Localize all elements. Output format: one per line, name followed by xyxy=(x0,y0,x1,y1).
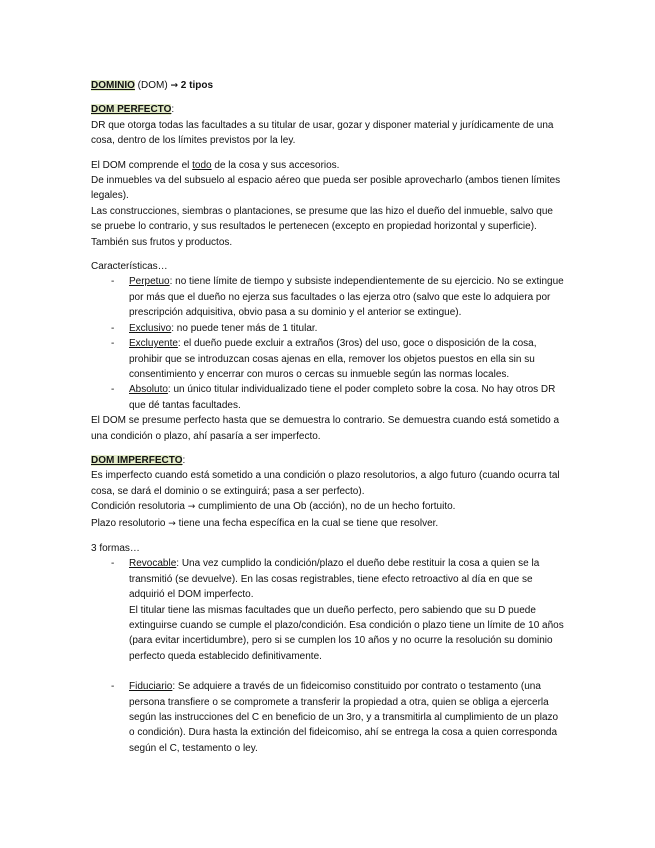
forma-text: : Se adquiere a través de un fideicomiso constituido por contrato o testamento (una persona transfiere o se compromete a transferir la propiedad a otra, quien se obliga a ejercerla según las instrucciones del C en beneficio de un 3ro, y a transmitirla al cumplimiento de un plazo o condición). Dura hasta la extinción del fideicomiso, ahí se entrega la cosa a quien corresponda según el C, testamento o ley. xyxy=(129,681,559,754)
condicion-post: cumplimiento de una Ob (acción), no de un hecho fortuito. xyxy=(198,501,456,513)
perfecto-comprende xyxy=(91,158,565,173)
comprende-todo: todo xyxy=(192,159,212,171)
list-item xyxy=(91,382,565,413)
forma-main xyxy=(129,556,565,602)
perfecto-definition: DR que otorga todas las facultades a su titular de usar, gozar y disponer material y jurídicamente de una cosa, dentro de los límites previstos por la ley. xyxy=(91,119,554,147)
title-count: 2 tipos xyxy=(180,80,214,91)
perfecto-heading-colon: : xyxy=(171,104,175,116)
forma-term: Fiduciario xyxy=(129,681,173,693)
item-text: : no puede tener más de 1 titular. xyxy=(171,322,318,334)
caracteristicas-list xyxy=(91,274,565,413)
title-abbr: (DOM) xyxy=(137,80,168,91)
comprende-post: de la cosa y sus accesorios. xyxy=(214,159,340,171)
comprende-pre: El DOM comprende el xyxy=(91,159,190,171)
plazo-line xyxy=(91,516,565,532)
perfecto-construcciones: Las construcciones, siembras o plantaciones, se presume que las hizo el dueño del inmueble, salvo que se pruebe lo contrario, y sus resultados le pertenecen (excepto en propiedad horizontal y superficie). También sus frutos y productos. xyxy=(91,205,553,248)
arrow-icon: → xyxy=(170,81,178,91)
formas-label: 3 formas… xyxy=(91,542,140,554)
plazo-post: tiene una fecha específica en la cual se tiene que resolver. xyxy=(178,517,439,529)
item-term: Exclusivo xyxy=(129,322,172,334)
condicion-pre: Condición resolutoria xyxy=(91,501,185,513)
forma-main xyxy=(129,679,565,756)
list-item xyxy=(91,321,565,336)
perfecto-heading: DOM PERFECTO xyxy=(91,104,172,116)
list-item xyxy=(91,556,565,664)
imperfecto-heading-line xyxy=(91,453,565,468)
imperfecto-heading: DOM IMPERFECTO xyxy=(91,454,183,466)
perfecto-heading-line xyxy=(91,102,565,117)
document-title xyxy=(91,78,565,94)
item-text: : el dueño puede excluir a extraños (3ros) del uso, goce o disposición de la cosa, prohibir que se introduzcan cosas ajenas en ella, remover los objetos puestos en ella sin su consentimiento y encerrar con muros o cercas su inmueble según las normas locales. xyxy=(129,338,537,380)
item-term: Absoluto xyxy=(129,384,168,396)
arrow-icon: → xyxy=(168,518,176,529)
forma-extra: El titular tiene las mismas facultades que un dueño perfecto, pero sabiendo que su D puede extinguirse cuando se cumple el plazo/condición. Esa condición o plazo tiene un límite de 10 años (para evitar incertidumbre), pero si se cumplen los 10 años y no ocurre la resolución su dominio perfecto queda establecido definitivamente. xyxy=(129,604,564,662)
imperfecto-definition: Es imperfecto cuando está sometido a una condición o plazo resolutorios, a algo futuro (cuando ocurra tal cosa, se dará el dominio o se extinguirá; pasa a ser perfecto). xyxy=(91,470,560,497)
perfecto-inmuebles: De inmuebles va del subsuelo al espacio aéreo que pueda ser posible aprovecharlo (ambos tienen límites legales). xyxy=(91,175,561,202)
formas-list xyxy=(91,556,565,756)
item-term: Perpetuo xyxy=(129,276,170,288)
caracteristicas-label: Características… xyxy=(91,261,168,273)
arrow-icon: → xyxy=(187,502,196,513)
item-term: Excluyente xyxy=(129,338,178,350)
list-item xyxy=(91,336,565,382)
perfecto-closing: El DOM se presume perfecto hasta que se demuestra lo contrario. Se demuestra cuando está sometido a una condición o plazo, ahí pasaría a ser imperfecto. xyxy=(91,415,560,442)
title-main: DOMINIO xyxy=(91,80,135,91)
document-body xyxy=(91,78,565,756)
item-text: : un único titular individualizado tiene el poder completo sobre la cosa. No hay otros DR que dé tantas facultades. xyxy=(129,384,556,411)
plazo-pre: Plazo resolutorio xyxy=(91,517,166,529)
forma-text: : Una vez cumplido la condición/plazo el dueño debe restituir la cosa a quien se la transmitió (se devuelve). En las cosas registrables, tiene efecto retroactivo al día en que se adquirió el DOM imperfecto. xyxy=(129,558,540,601)
forma-term: Revocable xyxy=(129,558,177,570)
list-item xyxy=(91,274,565,320)
item-text: : no tiene límite de tiempo y subsiste independientemente de su ejercicio. No se extingue por más que el dueño no ejerza sus facultades o las ejerza otro (salvo que este lo adquiera por prescripción adquisitiva, obvio pasa a su dominio y el anterior se extingue). xyxy=(129,276,564,319)
imperfecto-heading-colon: : xyxy=(182,454,186,466)
condicion-line xyxy=(91,499,565,515)
list-item xyxy=(91,679,565,756)
